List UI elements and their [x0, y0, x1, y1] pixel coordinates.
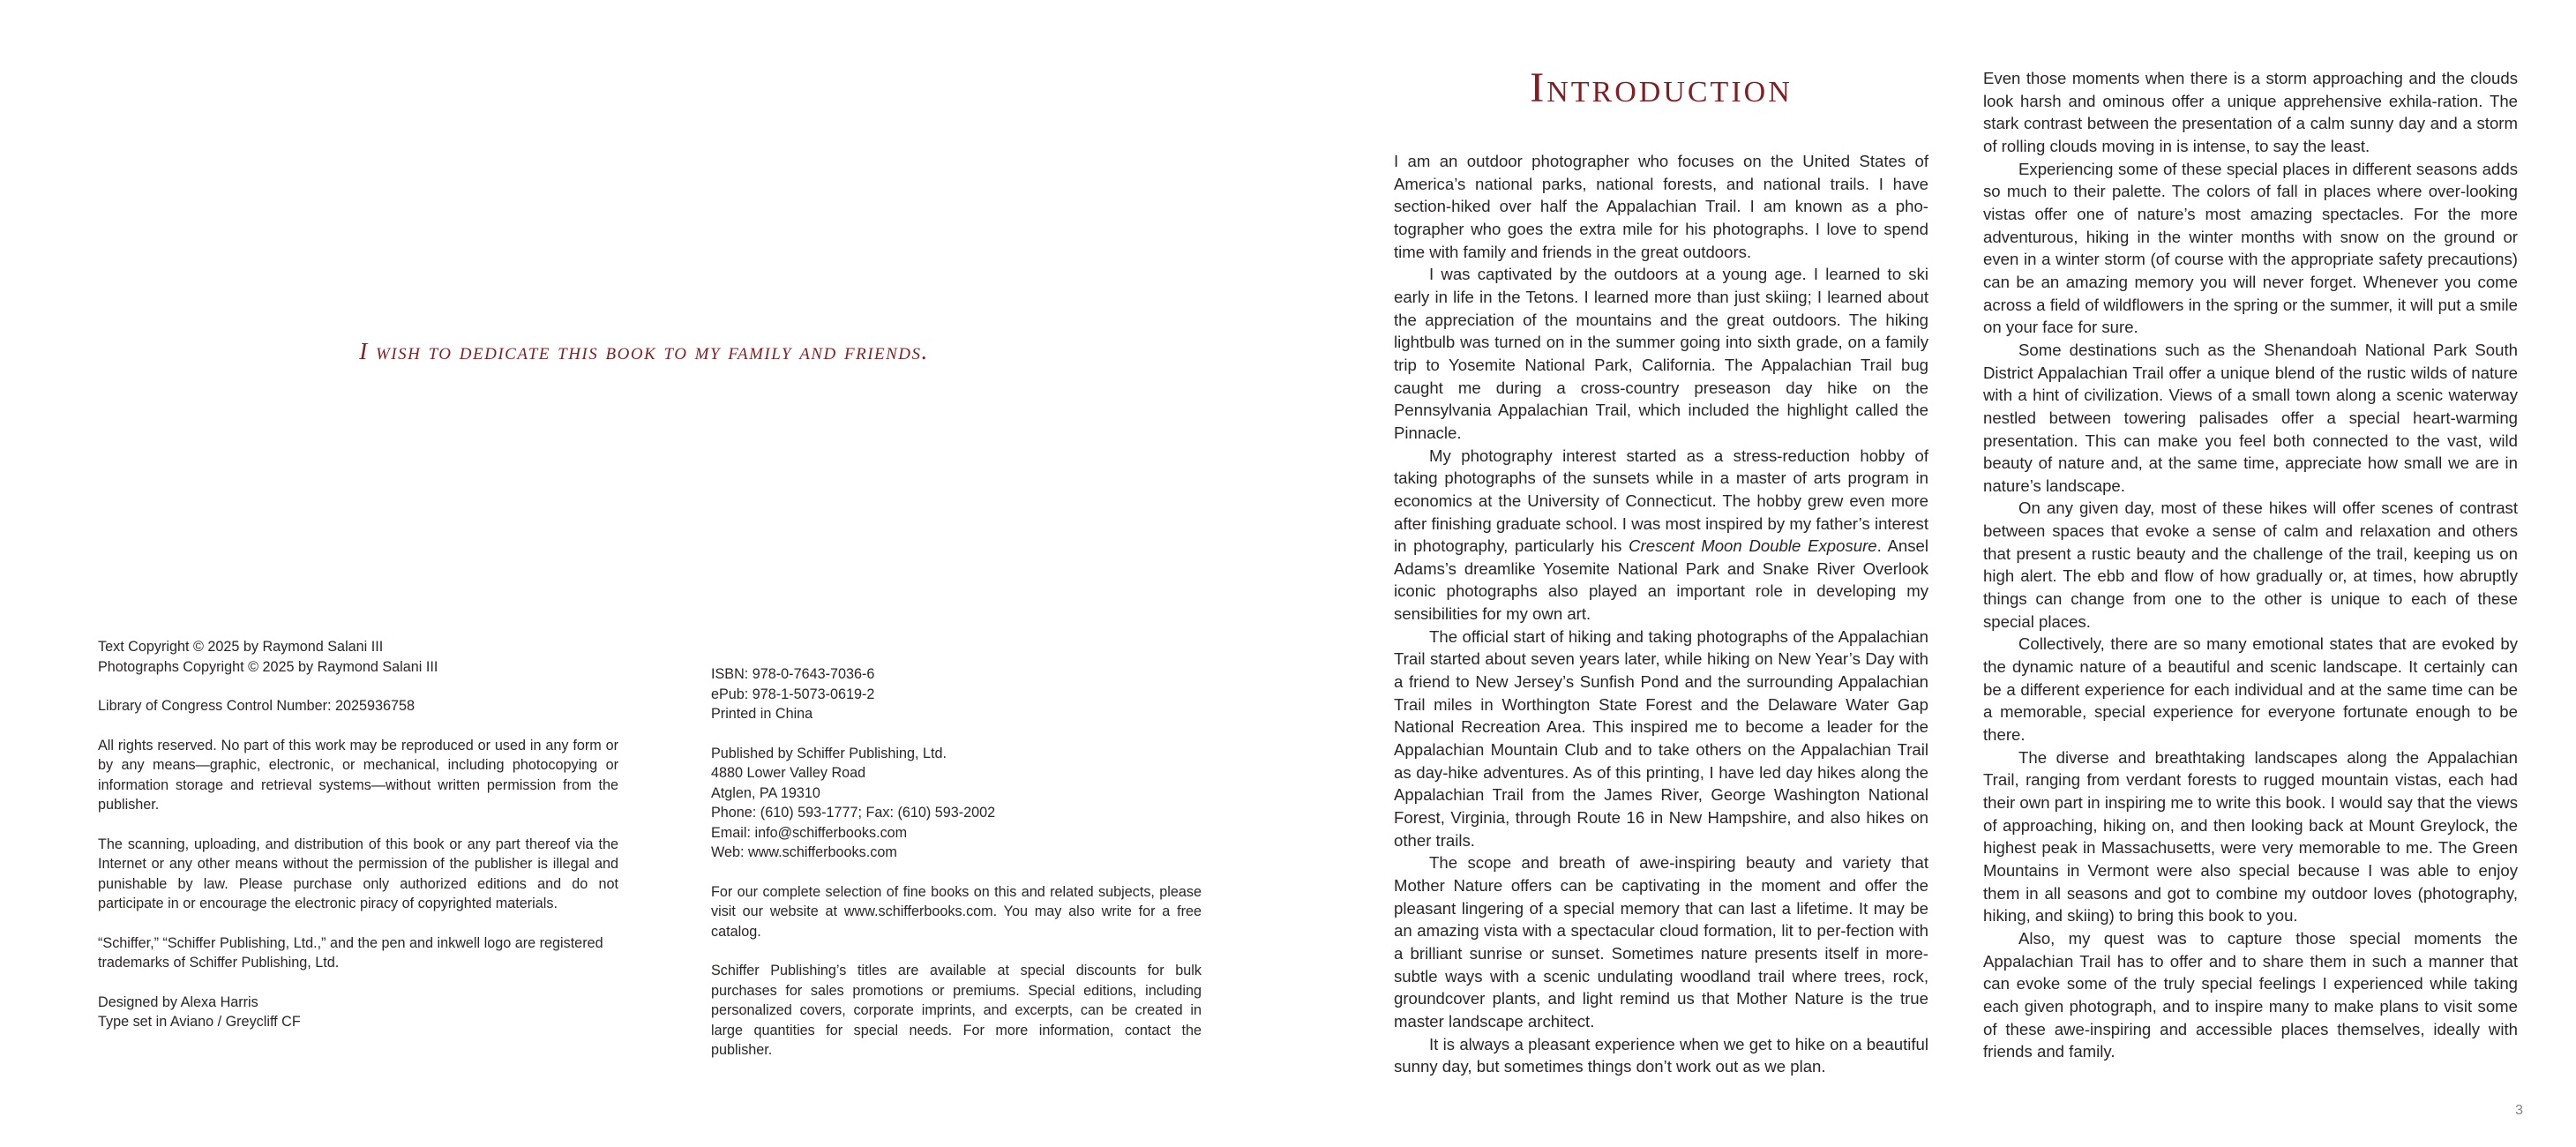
- dedication: I wish to dedicate this book to my family and friends.: [359, 338, 929, 364]
- catalog-notice: For our complete selection of fine books on this and related subjects, please visit our website at www.schifferbooks.com. You may also write for a free catalog.: [711, 883, 1202, 940]
- intro-paragraph: Even those moments when there is a storm approaching and the clouds look harsh and ominous offer a unique apprehensive exhila-ration. The stark contrast between the presentation of a calm sunny day and a storm of rolling clouds moving in is intense, to say the least.: [1983, 69, 2518, 155]
- text-copyright: Text Copyright © 2025 by Raymond Salani III: [98, 639, 384, 655]
- introduction-title: Introduction: [1530, 64, 1793, 111]
- isbn-block: [711, 664, 1202, 724]
- published-by: Published by Schiffer Publishing, Ltd.: [711, 745, 947, 761]
- address-line-1: 4880 Lower Valley Road: [711, 765, 866, 781]
- intro-paragraph: Some destinations such as the Shenandoah National Park South District Appalachian Trail offer a unique blend of the rustic wilds of nature with a hint of civilization. Views of a small town along a scenic waterway nestled between towering palisades offer a special heart-warming presentation. This can make you feel both connected to the vast, wild beauty of nature and, at the same time, appreciate how small we are in nature’s landscape.: [1983, 340, 2518, 495]
- copyright-notices: [98, 637, 618, 677]
- introduction-column-left: [1394, 150, 1928, 1078]
- intro-paragraph: Collectively, there are so many emotional states that are evoked by the dynamic nature of a beautiful and scenic landscape. It certainly can be a different experience for each individual and at the same time can be a memorable, special experience for everyone fortunate enough to be there.: [1983, 634, 2518, 745]
- publisher-block: [711, 744, 1202, 863]
- rights-reserved: All rights reserved. No part of this work may be reproduced or used in any form or by any means—graphic, electronic, or mechanical, including photocopying or information storage and retrieval systems—without written permission from the publisher.: [98, 737, 618, 813]
- printed-in: Printed in China: [711, 706, 813, 722]
- special-discounts-notice: Schiffer Publishing’s titles are available at special discounts for bulk purchases for sales promotions or premiums. Special editions, including personalized covers, corporate imprints, and excerpts, can be created in large quantities for special needs. For more information, contact the publisher.: [711, 963, 1202, 1058]
- intro-paragraph: The scope and breath of awe-inspiring beauty and variety that Mother Nature offers can be captivating in the moment and offer the pleasant lingering of a special memory that can last a lifetime. It may be an amazing vista with a spectacular cloud formation, lit to per-fection with a brilliant sunrise or sunset. Sometimes nature presents itself in more-subtle ways with a scenic undulating woodland trail where trees, rock, groundcover plants, and light remind us that Mother Nature is the true master landscape architect.: [1394, 853, 1928, 1031]
- typeset-credit: Type set in Aviano / Greycliff CF: [98, 1014, 301, 1030]
- trademark-notice: “Schiffer,” “Schiffer Publishing, Ltd.,” and the pen and inkwell logo are registered trademarks of Schiffer Publishing, Ltd.: [98, 934, 603, 971]
- introduction-column-right: [1983, 67, 2518, 1063]
- website: Web: www.schifferbooks.com: [711, 844, 897, 860]
- scanning-notice: The scanning, uploading, and distribution of this book or any part thereof via the Internet or any other means without the permission of the publisher is illegal and punishable by law. Please purchase only authorized editions and do not participate in or encourage the electronic piracy of copyrighted materials.: [98, 836, 618, 911]
- designer-credit: Designed by Alexa Harris: [98, 993, 258, 1010]
- design-credits: [98, 993, 618, 1032]
- intro-paragraph: [1394, 445, 1928, 626]
- intro-paragraph: Experiencing some of these special places in different seasons adds so much to their palette. The colors of fall in places where over-looking vistas offer one of nature’s most amazing spectacles. For the more adventurous, hiking in the winter months with snow on the ground or even in a winter storm (of course with the appropriate safety precautions) can be an amazing memory you will never forget. Whenever you come across a field of wildflowers in the spring or the summer, it will put a smile on your face for sure.: [1983, 159, 2518, 337]
- intro-text: . Ansel Adams’s dreamlike Yosemite National Park and Snake River Overlook iconic photographs also played an important role in developing my sensibilities for my own art.: [1394, 536, 1928, 624]
- intro-paragraph: I was captivated by the outdoors at a young age. I learned to ski early in life in the Tetons. I learned more than just skiing; I learned about the appreciation of the mountains and the great outdoors. The hiking lightbulb was turned on in the summer going into sixth grade, on a family trip to Yosemite National Park, California. The Appalachian Trail bug caught me during a cross-country preseason day hike on the Pennsylvania Appalachian Trail, which included the highlight called the Pinnacle.: [1394, 265, 1928, 442]
- intro-paragraph: The diverse and breathtaking landscapes along the Appalachian Trail, ranging from verdant forests to rugged mountain vistas, each had their own part in inspiring me to write this book. I would say that the views of approaching, hiking on, and then looking back at Mount Greylock, the highest peak in Massachusetts, were very memorable to me. The Green Mountains in Vermont were also special because I was able to enjoy them in all seasons and got to combine my outdoor loves (photography, hiking, and skiing) to bring this book to you.: [1983, 747, 2518, 926]
- photo-title: Crescent Moon Double Exposure: [1629, 536, 1877, 556]
- intro-text: My photography interest started as a stress-reduction hobby of taking photographs of the sunsets while in a master of arts program in economics at the University of Connecticut. The hobby grew even more after finishing graduate school. I was most inspired by my father’s interest in photography, particularly his: [1394, 446, 1928, 556]
- intro-paragraph: I am an outdoor photographer who focuses on the United States of America’s national parks, national forests, and national trails. I have section-hiked over half the Appalachian Trail. I am known as a pho-tographer who goes the extra mile for his photographs. I love to spend time with family and friends in the great outdoors.: [1394, 152, 1928, 261]
- photo-copyright: Photographs Copyright © 2025 by Raymond Salani III: [98, 658, 438, 675]
- intro-paragraph: It is always a pleasant experience when we get to hike on a beautiful sunny day, but sometimes things don’t work out as we plan.: [1394, 1034, 1928, 1076]
- page-number: 3: [2515, 1103, 2523, 1118]
- address-line-2: Atglen, PA 19310: [711, 784, 820, 801]
- intro-paragraph: The official start of hiking and taking photographs of the Appalachian Trail started about seven years later, while hiking on New Year’s Day with a friend to New Jersey’s Sunfish Pond and the surrounding Appalachian Trail miles in Worthington State Forest and the Delaware Water Gap National Recreation Area. This inspired me to become a leader for the Appalachian Mountain Club and to take others on the Appalachian Trail as day-hike adventures. As of this printing, I have led day hikes along the Appalachian Trail from the James River, George Washington National Forest, Virginia, through Route 16 in New Hampshire, and also hikes on other trails.: [1394, 626, 1928, 850]
- epub-isbn: ePub: 978-1-5073-0619-2: [711, 686, 875, 702]
- email: Email: info@schifferbooks.com: [711, 824, 908, 841]
- intro-paragraph: Also, my quest was to capture those special moments the Appalachian Trail has to offer and to share them in such a manner that can evoke some of the truly special feelings I experienced while taking each given photograph, and to inspire many to make plans to visit some of these awe-inspiring and accessible places themselves, ideally with friends and family.: [1983, 928, 2518, 1061]
- copyright-block-right: [711, 664, 1202, 1080]
- phone-fax: Phone: (610) 593-1777; Fax: (610) 593-2002: [711, 805, 996, 821]
- loc-number: Library of Congress Control Number: 2025936758: [98, 698, 416, 714]
- isbn: ISBN: 978-0-7643-7036-6: [711, 666, 875, 682]
- copyright-block-left: [98, 637, 618, 1052]
- intro-paragraph: On any given day, most of these hikes will offer scenes of contrast between spaces that evoke a sense of calm and relaxation and others that present a rustic beauty and the challenge of the trail, keeping us on high alert. The ebb and flow of how gradually or, at times, how abruptly things can change from one to the other is unique to each of these special places.: [1983, 499, 2518, 631]
